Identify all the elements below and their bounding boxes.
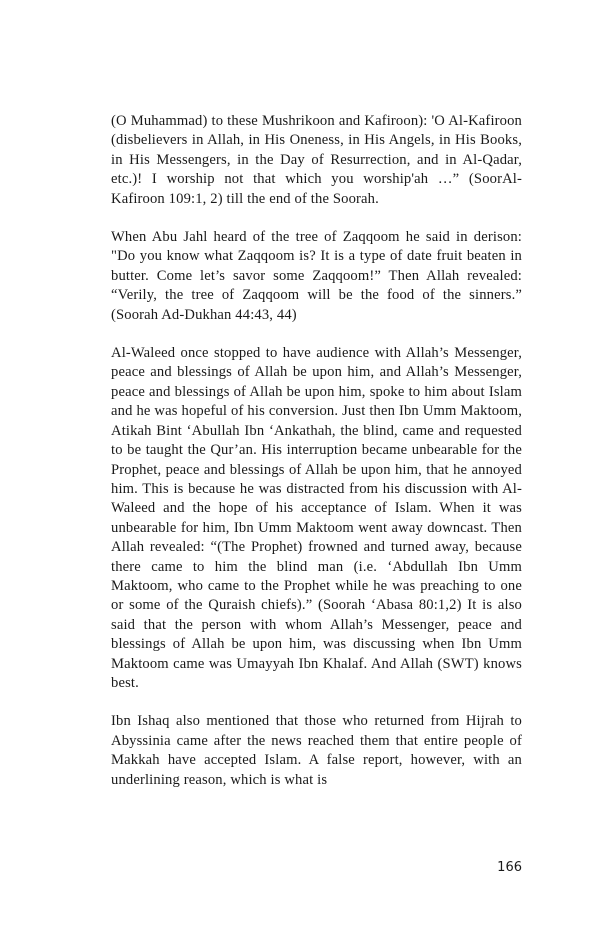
paragraph-zaqqoom: When Abu Jahl heard of the tree of Zaqqoom he said in derison: "Do you know what Zaqqoom is? It is a type of date fruit beaten in butter. Come let’s savor some Zaqqoom!” Then Allah revealed: “Verily, the tree of Zaqqoom will be the food of the sinners.” (Soorah Ad-Dukhan 44:43, 44) [111, 229, 522, 323]
page-number: 166 [497, 860, 522, 875]
body-text [111, 112, 522, 809]
paragraph-ibn-ishaq: Ibn Ishaq also mentioned that those who returned from Hijrah to Abyssinia came after the news reached them that entire people of Makkah have accepted Islam. A false report, however, with an underlining reason, which is what is [111, 713, 522, 788]
paragraph-al-kafiroon: (O Muhammad) to these Mushrikoon and Kafiroon): 'O Al-Kafiroon (disbelievers in Allah, in His Oneness, in His Angels, in His Books, in His Messengers, in the Day of Resurrection, and in Al-Qadar, etc.)! I worship not that which you worship'ah …” (SoorAl-Kafiroon 109:1, 2) till the end of the Soorah. [111, 113, 522, 207]
paragraph-al-waleed: Al-Waleed once stopped to have audience with Allah’s Messenger, peace and blessings of Allah be upon him, and Allah’s Messenger, peace and blessings of Allah be upon him, spoke to him about Islam and he was hopeful of his conversion. Just then Ibn Umm Maktoom, Atikah Bint ‘Abullah Ibn ‘Ankathah, the blind, came and requested to be taught the Qur’an. His interruption became unbearable for the Prophet, peace and blessings of Allah be upon him, that he annoyed him. This is because he was distracted from his discussion with Al-Waleed and the hope of his acceptance of Islam. When it was unbearable for him, Ibn Umm Maktoom went away downcast. Then Allah revealed: “(The Prophet) frowned and turned away, because there came to him the blind man (i.e. ‘Abdullah Ibn Umm Maktoom, who came to the Prophet while he was preaching to one or some of the Quraish chiefs).” (Soorah ‘Abasa 80:1,2) It is also said that the person with whom Allah’s Messenger, peace and blessings of Allah be upon him, was discussing when Ibn Umm Maktoom came was Umayyah Ibn Khalaf. And Allah (SWT) knows best. [111, 345, 522, 691]
